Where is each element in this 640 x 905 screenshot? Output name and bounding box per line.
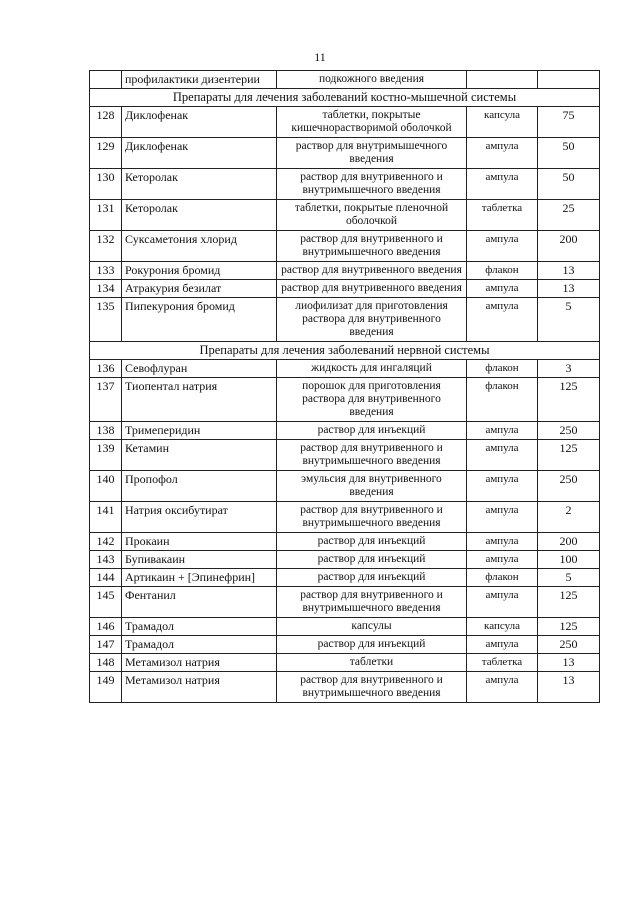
drug-name: Пропофол: [122, 471, 277, 502]
table-row: [90, 569, 600, 587]
unit: ампула: [467, 587, 538, 618]
drug-name: Тримеперидин: [122, 422, 277, 440]
table-row: [90, 422, 600, 440]
quantity: 13: [538, 280, 600, 298]
dosage-form: раствор для внутривенного и внутримышечного введения: [277, 231, 467, 262]
dosage-form: раствор для внутривенного и внутримышечного введения: [277, 440, 467, 471]
section-title: Препараты для лечения заболеваний нервной системы: [90, 342, 600, 360]
drug-name: Трамадол: [122, 636, 277, 654]
row-number: 135: [90, 298, 122, 342]
page-number: 11: [314, 50, 326, 64]
dosage-form: лиофилизат для приготовления раствора для внутривенного введения: [277, 298, 467, 342]
unit: флакон: [467, 262, 538, 280]
unit: капсула: [467, 618, 538, 636]
dosage-form: таблетки, покрытые кишечнорастворимой оболочкой: [277, 107, 467, 138]
unit: ампула: [467, 440, 538, 471]
quantity: 125: [538, 618, 600, 636]
table-row: [90, 360, 600, 378]
section-title: Препараты для лечения заболеваний костно-мышечной системы: [90, 89, 600, 107]
row-number: 129: [90, 138, 122, 169]
unit: ампула: [467, 298, 538, 342]
continuation-row: [90, 71, 600, 89]
dosage-form: эмульсия для внутривенного введения: [277, 471, 467, 502]
quantity: 13: [538, 262, 600, 280]
dosage-form: раствор для инъекций: [277, 422, 467, 440]
drug-name: Артикаин + [Эпинефрин]: [122, 569, 277, 587]
dosage-form: раствор для инъекций: [277, 569, 467, 587]
table-row: [90, 618, 600, 636]
dosage-form: раствор для внутривенного и внутримышечного введения: [277, 587, 467, 618]
row-number: 130: [90, 169, 122, 200]
dosage-form: капсулы: [277, 618, 467, 636]
row-number: 142: [90, 533, 122, 551]
drug-name: Диклофенак: [122, 138, 277, 169]
table-row: [90, 551, 600, 569]
dosage-form: раствор для внутривенного и внутримышечного введения: [277, 502, 467, 533]
quantity: 50: [538, 169, 600, 200]
quantity: 125: [538, 587, 600, 618]
unit: ампула: [467, 231, 538, 262]
table-row: [90, 231, 600, 262]
quantity: 100: [538, 551, 600, 569]
drug-name: Трамадол: [122, 618, 277, 636]
unit: ампула: [467, 471, 538, 502]
unit: ампула: [467, 502, 538, 533]
drug-name: Рокурония бромид: [122, 262, 277, 280]
table-row: [90, 262, 600, 280]
section-header-row: [90, 89, 600, 107]
dosage-form: раствор для внутривенного введения: [277, 280, 467, 298]
unit: ампула: [467, 138, 538, 169]
row-number: [90, 71, 122, 89]
drug-name: Бупивакаин: [122, 551, 277, 569]
dosage-form: раствор для инъекций: [277, 636, 467, 654]
quantity: 250: [538, 471, 600, 502]
medication-table: [89, 70, 600, 703]
quantity: 25: [538, 200, 600, 231]
dosage-form: раствор для внутривенного и внутримышечного введения: [277, 672, 467, 703]
unit: флакон: [467, 378, 538, 422]
table-row: [90, 378, 600, 422]
table-row: [90, 107, 600, 138]
table-row: [90, 280, 600, 298]
row-number: 140: [90, 471, 122, 502]
drug-name: Фентанил: [122, 587, 277, 618]
drug-name: Метамизол натрия: [122, 654, 277, 672]
row-number: 137: [90, 378, 122, 422]
unit: ампула: [467, 169, 538, 200]
table-row: [90, 533, 600, 551]
table-row: [90, 440, 600, 471]
quantity: 13: [538, 672, 600, 703]
drug-name: Кеторолак: [122, 200, 277, 231]
drug-name: Тиопентал натрия: [122, 378, 277, 422]
table-row: [90, 298, 600, 342]
row-number: 139: [90, 440, 122, 471]
table-row: [90, 169, 600, 200]
row-number: 148: [90, 654, 122, 672]
row-number: 144: [90, 569, 122, 587]
quantity: 250: [538, 636, 600, 654]
table-row: [90, 471, 600, 502]
quantity: 5: [538, 298, 600, 342]
table-row: [90, 654, 600, 672]
row-number: 145: [90, 587, 122, 618]
table-row: [90, 672, 600, 703]
dosage-form: раствор для внутривенного введения: [277, 262, 467, 280]
quantity: 50: [538, 138, 600, 169]
dosage-form: подкожного введения: [277, 71, 467, 89]
quantity: 200: [538, 231, 600, 262]
table-row: [90, 200, 600, 231]
drug-name: Натрия оксибутират: [122, 502, 277, 533]
row-number: 128: [90, 107, 122, 138]
quantity: 125: [538, 378, 600, 422]
table-body: [90, 71, 600, 703]
drug-name: Пипекурония бромид: [122, 298, 277, 342]
drug-name: Метамизол натрия: [122, 672, 277, 703]
drug-name: профилактики дизентерии: [122, 71, 277, 89]
section-header-row: [90, 342, 600, 360]
row-number: 136: [90, 360, 122, 378]
quantity: 13: [538, 654, 600, 672]
dosage-form: раствор для внутривенного и внутримышечного введения: [277, 169, 467, 200]
table-row: [90, 587, 600, 618]
unit: ампула: [467, 280, 538, 298]
unit: флакон: [467, 360, 538, 378]
row-number: 149: [90, 672, 122, 703]
quantity: 75: [538, 107, 600, 138]
row-number: 141: [90, 502, 122, 533]
dosage-form: жидкость для ингаляций: [277, 360, 467, 378]
dosage-form: раствор для внутримышечного введения: [277, 138, 467, 169]
unit: ампула: [467, 533, 538, 551]
row-number: 131: [90, 200, 122, 231]
row-number: 132: [90, 231, 122, 262]
drug-name: Севофлуран: [122, 360, 277, 378]
quantity: 3: [538, 360, 600, 378]
quantity: 200: [538, 533, 600, 551]
unit: таблетка: [467, 654, 538, 672]
quantity: 250: [538, 422, 600, 440]
unit: ампула: [467, 422, 538, 440]
table-row: [90, 636, 600, 654]
dosage-form: таблетки: [277, 654, 467, 672]
unit: флакон: [467, 569, 538, 587]
dosage-form: раствор для инъекций: [277, 551, 467, 569]
row-number: 138: [90, 422, 122, 440]
table-row: [90, 502, 600, 533]
quantity: 5: [538, 569, 600, 587]
drug-name: Суксаметония хлорид: [122, 231, 277, 262]
row-number: 146: [90, 618, 122, 636]
quantity: [538, 71, 600, 89]
dosage-form: таблетки, покрытые пленочной оболочкой: [277, 200, 467, 231]
unit: ампула: [467, 672, 538, 703]
row-number: 147: [90, 636, 122, 654]
quantity: 2: [538, 502, 600, 533]
unit: ампула: [467, 551, 538, 569]
unit: [467, 71, 538, 89]
unit: ампула: [467, 636, 538, 654]
row-number: 143: [90, 551, 122, 569]
drug-name: Кеторолак: [122, 169, 277, 200]
drug-name: Диклофенак: [122, 107, 277, 138]
drug-name: Кетамин: [122, 440, 277, 471]
unit: таблетка: [467, 200, 538, 231]
unit: капсула: [467, 107, 538, 138]
drug-name: Прокаин: [122, 533, 277, 551]
quantity: 125: [538, 440, 600, 471]
drug-name: Атракурия безилат: [122, 280, 277, 298]
dosage-form: порошок для приготовления раствора для внутривенного введения: [277, 378, 467, 422]
dosage-form: раствор для инъекций: [277, 533, 467, 551]
row-number: 134: [90, 280, 122, 298]
table-row: [90, 138, 600, 169]
row-number: 133: [90, 262, 122, 280]
